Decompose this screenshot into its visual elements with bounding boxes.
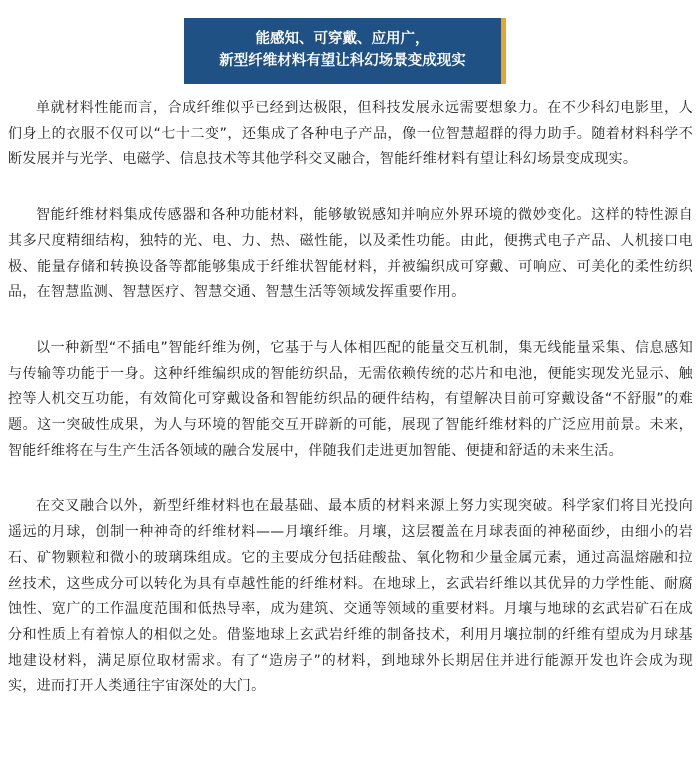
title-line-2: 新型纤维材料有望让科幻场景变成现实 bbox=[219, 53, 466, 69]
paragraph-2: 智能纤维材料集成传感器和各种功能材料，能够敏锐感知并响应外界环境的微妙变化。这样的特性源自其多尺度精细结构，独特的光、电、力、热、磁性能，以及柔性功能。由此，便携式电子产品、人机接口电极、能量存储和转换设备等都能够集成于纤维状智能材料，并被编织成可穿戴、可响应、可美化的柔性纺织品，在智慧监测、智慧医疗、智慧交通、智慧生活等领域发挥重要作用。 bbox=[8, 207, 693, 301]
paragraph-4: 在交叉融合以外，新型纤维材料也在最基础、最本质的材料来源上努力实现突破。科学家们将目光投向遥远的月球，创制一种神奇的纤维材料——月壤纤维。月壤，这层覆盖在月球表面的神秘面纱，由细小的岩石、矿物颗粒和微小的玻璃珠组成。它的主要成分包括硅酸盐、氧化物和少量金属元素，通过高温熔融和拉丝技术，这些成分可以转化为具有卓越性能的纤维材料。在地球上，玄武岩纤维以其优异的力学性能、耐腐蚀性、宽广的工作温度范围和低热导率，成为建筑、交通等领域的重要材料。月壤与地球的玄武岩矿石在成分和性质上有着惊人的相似之处。借鉴地球上玄武岩纤维的制备技术，利用月壤拉制的纤维有望成为月球基地建设材料，满足原位取材需求。有了“造房子”的材料，到地球外长期居住并进行能源开发也许会成为现实，进而打开人类通往宇宙深处的大门。 bbox=[8, 498, 693, 695]
paragraph-1: 单就材料性能而言，合成纤维似乎已经到达极限，但科技发展永远需要想象力。在不少科幻电影里，人们身上的衣服不仅可以“七十二变”，还集成了各种电子产品，像一位智慧超群的得力助手。随着材料科学不断发展并与光学、电磁学、信息技术等其他学科交叉融合，智能纤维材料有望让科幻场景变成现实。 bbox=[8, 100, 693, 168]
article-body bbox=[8, 96, 693, 730]
article-title-banner bbox=[184, 18, 506, 84]
title-line-1: 能感知、可穿戴、应用广， bbox=[255, 31, 430, 47]
paragraph-3: 以一种新型“不插电”智能纤维为例，它基于与人体相匹配的能量交互机制，集无线能量采集、信息感知与传输等功能于一身。这种纤维编织成的智能纺织品，无需依赖传统的芯片和电池，便能实现发光显示、触控等人机交互功能，有效简化可穿戴设备和智能纺织品的硬件结构，有望解决目前可穿戴设备“不舒服”的难题。这一突破性成果，为人与环境的智能交互开辟新的可能，展现了智能纤维材料的广泛应用前景。未来，智能纤维将在与生产生活各领域的融合发展中，伴随我们走进更加智能、便捷和舒适的未来生活。 bbox=[8, 339, 693, 459]
